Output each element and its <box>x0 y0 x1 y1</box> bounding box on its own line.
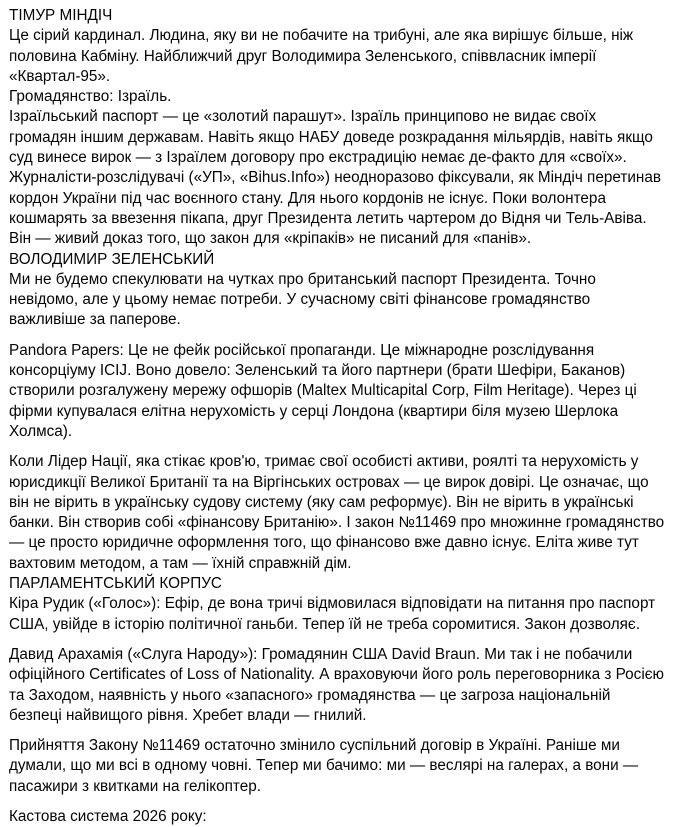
law-paragraph: Прийняття Закону №11469 остаточно змінило суспільний договір в Україні. Раніше ми думали, що ми всі в одному човні. Тепер ми бачимо: ми — веслярі на галерах, а вони — пасажири з квитками на гелікоптер. <box>9 737 639 795</box>
mindich-intro-paragraph: Це сірий кардинал. Людина, яку ви не побачите на трибуні, але яка вирішує більше, ніж половина Кабміну. Найближчий друг Володимира Зеленського, співвласник імперії «Квартал-95». <box>9 27 634 85</box>
mindich-citizenship-line: Громадянство: Ізраїль. <box>9 88 172 106</box>
leader-assets-paragraph: Коли Лідер Нації, яка стікає кров'ю, тримає свої особисті активи, роялті та нерухомість у юрисдикції Великої Британії та на Віргінських островах — це вирок довірі. Це означає, що він не вірить в українську судову систему (яку сам реформує). Він не вірить в українські банки. Він створив собі «фінансову Британію». І закон №11469 про множинне громадянство — це просто юридичне оформлення того, що фінансово вже давно існує. Еліта живе тут вахтовим методом, а там — їхній справжній дім. <box>9 453 665 572</box>
pandora-papers-paragraph: Pandora Papers: Це не фейк російської пропаганди. Це міжнародне розслідування консорціуму ICIJ. Воно довело: Зеленський та його партнери (брати Шефіри, Баканов) створили розгалужену мережу офшорів (Maltex Multicapital Corp, Film Heritage). Через ці фірми купувалася елітна нерухомість у серці Лондона (квартири біля музею Шерлока Холмса). <box>9 341 637 440</box>
caste-system-line: Кастова система 2026 року: <box>9 807 207 825</box>
rudyk-paragraph: Кіра Рудик («Голос»): Ефір, де вона тричі відмовилася відповідати на питання про паспорт США, увійде в історію політичної ганьби. Тепер їй не треба соромитися. Закон дозволяє. <box>9 595 656 633</box>
section-heading-mindich: ТІМУР МІНДІЧ <box>9 7 113 24</box>
arakhamia-paragraph: Давид Арахамія («Слуга Народу»): Громадянин США David Braun. Ми так і не побачили офіційного Certificates of Loss of Nationality. А враховуючи його роль переговорника з Росією та Заходом, наявність у нього «запасного» громадянства — це загроза національній безпеці найвищого рівня. Хребет влади — гнилий. <box>9 645 664 724</box>
mindich-passport-paragraph: Ізраїльський паспорт — це «золотий парашут». Ізраїль принципово не видає своїх громадян іншим державам. Навіть якщо НАБУ доведе розкрадання мільярдів, навіть якщо суд винесе вирок — з Ізраїлем договору про екстрадицію немає де-факто для «своїх». Журналісти-розслідувачі («УП», «Bihus.Info») неодноразово фіксували, як Міндіч перетинав кордон України під час воєнного стану. Для нього кордонів не існує. Поки волонтера кошмарять за ввезення пікапа, друг Президента летить чартером до Відня чи Тель-Авіва. Він — живий доказ того, що закон для «кріпаків» не писаний для «панів». <box>9 108 661 248</box>
section-heading-zelensky: ВОЛОДИМИР ЗЕЛЕНСЬКИЙ <box>9 250 215 268</box>
zelensky-intro-paragraph: Ми не будемо спекулювати на чутках про британський паспорт Президента. Точно невідомо, але у цьому немає потреби. У сучасному світі фінансове громадянство важливіше за паперове. <box>9 270 596 329</box>
section-heading-parliament: ПАРЛАМЕНТСЬКИЙ КОРПУС <box>9 575 222 593</box>
